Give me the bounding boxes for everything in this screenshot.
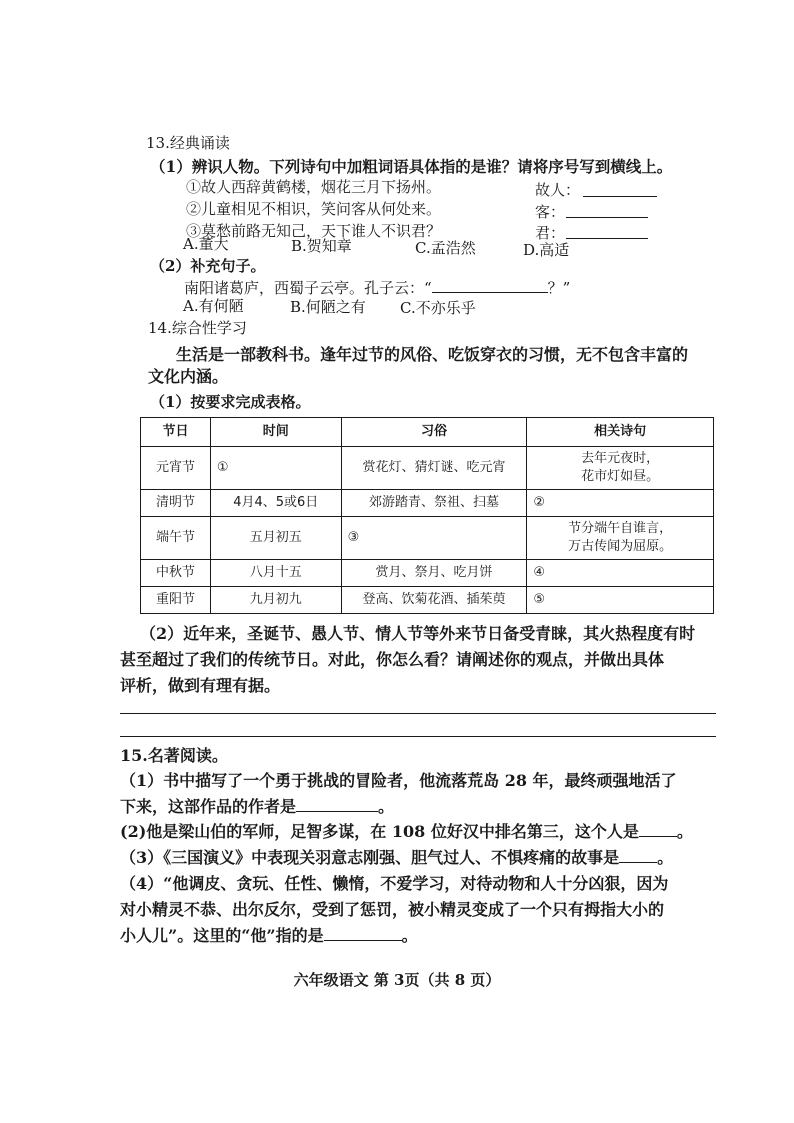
period: 。: [657, 848, 674, 867]
q15-p3-blank[interactable]: [619, 848, 657, 863]
q13-part1: （1）辨识人物。下列诗句中加粗词语具体指的是谁？请将序号写到横线上。: [150, 157, 673, 176]
table-row: [141, 560, 714, 587]
answer-line[interactable]: [120, 736, 716, 737]
q14-part1: （1）按要求完成表格。: [150, 393, 311, 411]
table-row: [141, 490, 714, 517]
q13-part2: （2）补充句子。: [150, 257, 266, 275]
q15-p1-blank[interactable]: [296, 797, 378, 812]
header-time: 时间: [210, 418, 341, 447]
q13-sentence: [184, 278, 570, 298]
blank-jun[interactable]: [566, 238, 648, 239]
blank-label-ke: 客：: [535, 203, 566, 221]
q15-p4-line1: （4）“他调皮、贪玩、任性、懒惰，不爱学习，对待动物和人十分凶狠，因为: [120, 874, 669, 893]
q13-2-option-a: A.有何陋: [183, 297, 244, 315]
q14-intro-1: 生活是一部教科书。逢年过节的风俗、吃饭穿衣的习惯，无不包含丰富的: [176, 345, 689, 364]
period: 。: [401, 926, 418, 945]
table-row: [141, 587, 714, 614]
table-row: [141, 447, 714, 490]
blank-label-jun: 君：: [535, 224, 566, 242]
cell-time: 4月4、5或6日: [210, 490, 341, 517]
q13-option-c: C.孟浩然: [415, 239, 476, 257]
q13-2-option-b: B.何陋之有: [290, 298, 366, 316]
q14-part2-line2: 甚至超过了我们的传统节日。对此，你怎么看？请阐述你的观点，并做出具体: [120, 650, 665, 669]
table-row: [141, 517, 714, 560]
q15-p4-line3: [120, 926, 418, 946]
blank-label-guren: 故人：: [535, 181, 581, 199]
answer-line[interactable]: [120, 713, 716, 714]
cell-festival: 清明节: [141, 490, 211, 517]
page-footer: 六年级语文 第 3页（共 8 页）: [293, 971, 501, 989]
q13-option-d: D.高适: [523, 241, 570, 259]
q13-poem-3: ③莫愁前路无知己，天下谁人不识君？: [186, 222, 442, 240]
cell-custom: 郊游踏青、祭祖、扫墓: [341, 490, 527, 517]
cell-poem-blank[interactable]: ⑤: [527, 587, 714, 614]
period: 。: [676, 822, 693, 841]
cell-custom: 赏花灯、猜灯谜、吃元宵: [341, 447, 527, 490]
q15-p4-blank[interactable]: [324, 926, 402, 941]
q15-p3: [120, 848, 673, 868]
cell-time: 九月初九: [210, 587, 341, 614]
q13-2-option-c: C.不亦乐乎: [400, 299, 476, 317]
cell-poem-blank[interactable]: ②: [527, 490, 714, 517]
header-poem: 相关诗句: [527, 418, 714, 447]
q13-title: 13.经典诵读: [146, 134, 230, 152]
q13-option-b: B.贺知章: [291, 237, 352, 255]
cell-time: 五月初五: [210, 517, 341, 560]
q15-p4-text: 小人儿”。这里的“他”指的是: [120, 926, 324, 945]
q14-part2-line1: （2）近年来，圣诞节、愚人节、情人节等外来节日备受青睐，其火热程度有时: [140, 624, 696, 643]
q14-intro-2: 文化内涵。: [148, 367, 229, 386]
poem-line: 节分端午自谁言，: [568, 521, 673, 536]
q15-p2-text: (2)他是梁山伯的军师，足智多谋，在 108 位好汉中排名第三，这个人是: [120, 822, 639, 841]
q15-p1-line2: [120, 797, 394, 817]
q15-p2: [120, 822, 693, 842]
cell-poem-blank[interactable]: ④: [527, 560, 714, 587]
cell-festival: 端午节: [141, 517, 211, 560]
table-header-row: [141, 418, 714, 447]
blank-ke[interactable]: [566, 217, 648, 218]
q14-title: 14.综合性学习: [148, 319, 247, 337]
cell-poem: [527, 447, 714, 490]
q13-sentence-blank[interactable]: [432, 278, 548, 293]
q13-poem-2: ②儿童相见不相识，笑问客从何处来。: [186, 200, 442, 218]
cell-festival: 中秋节: [141, 560, 211, 587]
festival-table: [140, 417, 714, 614]
header-custom: 习俗: [341, 418, 527, 447]
q15-p2-blank[interactable]: [639, 822, 677, 837]
poem-line: 去年元夜时，: [581, 451, 660, 466]
q13-sentence-prefix: 南阳诸葛庐，西蜀子云亭。孔子云：“: [184, 279, 432, 297]
cell-festival: 元宵节: [141, 447, 211, 490]
cell-poem: [527, 517, 714, 560]
header-festival: 节日: [141, 418, 211, 447]
q15-title: 15.名著阅读。: [120, 746, 228, 765]
q14-part2-line3: 评析，做到有理有据。: [120, 676, 281, 695]
poem-line: 花市灯如昼。: [581, 469, 660, 484]
q15-p1-text: 下来，这部作品的作者是: [120, 797, 297, 816]
q15-p3-text: （3）《三国演义》中表现关羽意志刚强、胆气过人、不惧疼痛的故事是: [120, 848, 620, 867]
q15-p1-line1: （1）书中描写了一个勇于挑战的冒险者，他流落荒岛 28 年，最终顽强地活了: [120, 771, 677, 790]
cell-festival: 重阳节: [141, 587, 211, 614]
cell-custom-blank[interactable]: ③: [341, 517, 527, 560]
cell-time-blank[interactable]: ①: [210, 447, 341, 490]
cell-custom: 赏月、祭月、吃月饼: [341, 560, 527, 587]
q13-option-a: A.董大: [183, 235, 229, 253]
cell-time: 八月十五: [210, 560, 341, 587]
q15-p4-line2: 对小精灵不恭、出尔反尔，受到了惩罚，被小精灵变成了一个只有拇指大小的: [120, 900, 665, 919]
poem-line: 万古传闻为屈原。: [568, 539, 673, 554]
cell-custom: 登高、饮菊花酒、插茱萸: [341, 587, 527, 614]
q13-poem-1: ①故人西辞黄鹤楼，烟花三月下扬州。: [186, 178, 442, 196]
q13-sentence-suffix: ？”: [547, 279, 571, 297]
blank-guren[interactable]: [583, 196, 657, 197]
period: 。: [378, 797, 395, 816]
